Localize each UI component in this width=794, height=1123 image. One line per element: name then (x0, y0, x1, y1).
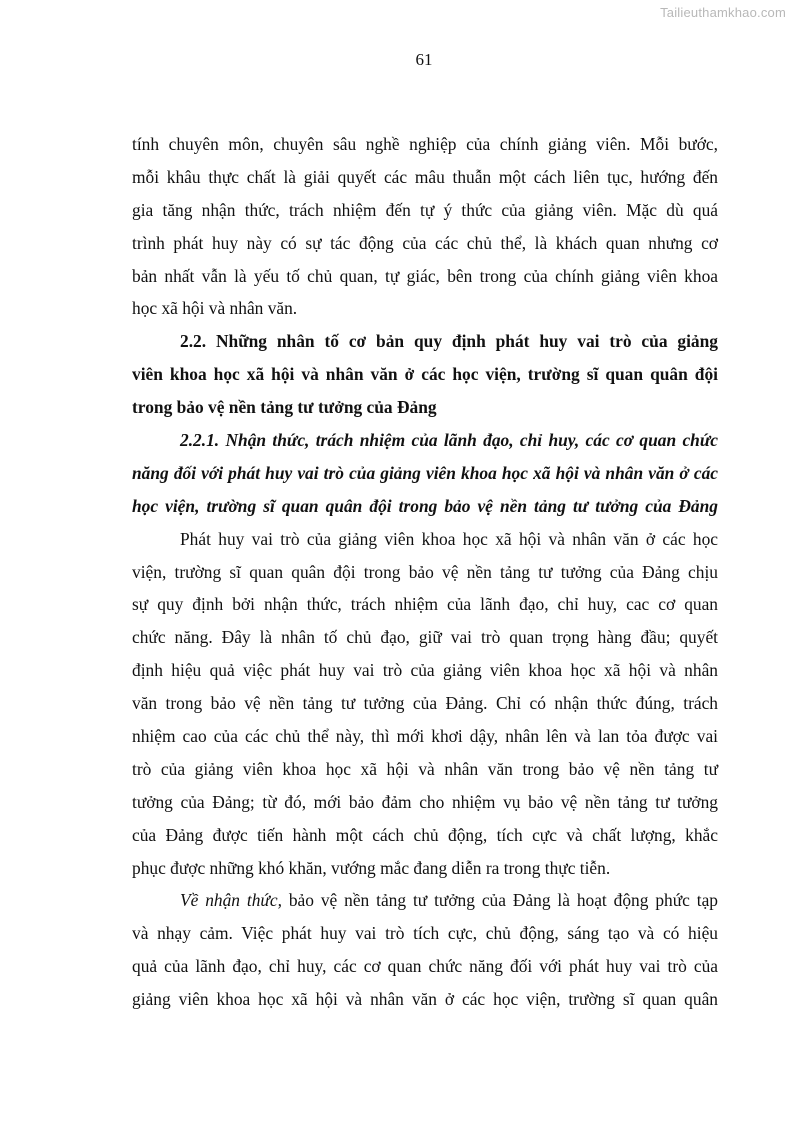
document-body (132, 128, 718, 1016)
text-line: học xã hội và nhân văn. (132, 298, 298, 319)
text-line: chức năng. Đây là nhân tố chủ đạo, giữ vai trò quan trọng hàng đầu; quyết (132, 627, 718, 648)
text-line: sự quy định bởi nhận thức, trách nhiệm của lãnh đạo, chỉ huy, cac cơ quan (132, 594, 718, 615)
text-line: định hiệu quả việc phát huy vai trò của giảng viên khoa học xã hội và nhân (132, 660, 718, 681)
text-line: bản nhất vẫn là yếu tố chủ quan, tự giác, bên trong của chính giảng viên khoa (132, 265, 718, 286)
text-run: bảo vệ nền tảng tư tưởng của Đảng là hoạt động phức tạp (281, 890, 718, 911)
text-line: và nhạy cảm. Việc phát huy vai trò tích cực, chủ động, sáng tạo và có hiệu (132, 923, 718, 944)
text-line: tính chuyên môn, chuyên sâu nghề nghiệp của chính giảng viên. Mỗi bước, (132, 134, 718, 154)
text-line: trình phát huy này có sự tác động của các chủ thể, là khách quan nhưng cơ (132, 232, 718, 253)
subheading-line: năng đối với phát huy vai trò của giảng viên khoa học xã hội và nhân văn ở các (132, 462, 718, 483)
text-line: nhiệm cao của các chủ thể này, thì mới khơi dậy, nhân lên và lan tỏa được vai (132, 726, 718, 747)
paragraph-continuation (132, 128, 718, 325)
subheading-line: học viện, trường sĩ quan quân đội trong bảo vệ nền tảng tư tưởng của Đảng (132, 495, 718, 516)
text-line: tưởng của Đảng; từ đó, mới bảo đảm cho nhiệm vụ bảo vệ nền tảng tư tưởng (132, 791, 718, 812)
text-line: Phát huy vai trò của giảng viên khoa học xã hội và nhân văn ở các học (180, 528, 718, 549)
heading-line: trong bảo vệ nền tảng tư tưởng của Đảng (132, 397, 437, 418)
text-line: của Đảng được tiến hành một cách chủ động, tích cực và chất lượng, khắc (132, 824, 718, 845)
heading-line: viên khoa học xã hội và nhân văn ở các học viện, trường sĩ quan quân đội (132, 364, 718, 385)
paragraph-awareness (132, 884, 718, 1016)
heading-line: 2.2. Những nhân tố cơ bản quy định phát huy vai trò của giảng (180, 331, 718, 352)
text-line: gia tăng nhận thức, trách nhiệm đến tự ý thức của giảng viên. Mặc dù quá (132, 199, 718, 220)
text-line: giảng viên khoa học xã hội và nhân văn ở các học viện, trường sĩ quan quân (132, 989, 718, 1010)
text-line: văn trong bảo vệ nền tảng tư tưởng của Đảng. Chỉ có nhận thức đúng, trách (132, 693, 718, 714)
page-number: 61 (415, 50, 433, 69)
watermark-text: Tailieuthamkhao.com (660, 5, 786, 20)
text-line: phục được những khó khăn, vướng mắc đang diễn ra trong thực tiễn. (132, 857, 611, 878)
subsection-heading-2-2-1 (132, 424, 718, 523)
italic-lead: Về nhận thức, (180, 890, 282, 911)
text-line: mỗi khâu thực chất là giải quyết các mâu thuẫn một cách liên tục, hướng đến (132, 166, 718, 187)
text-line (132, 884, 718, 917)
text-line: viện, trường sĩ quan quân đội trong bảo vệ nền tảng tư tưởng của Đảng chịu (132, 561, 718, 582)
section-heading-2-2 (132, 325, 718, 424)
text-line: trò của giảng viên khoa học xã hội và nhân văn trong bảo vệ nền tảng tư (132, 758, 718, 779)
subheading-line: 2.2.1. Nhận thức, trách nhiệm của lãnh đạo, chỉ huy, các cơ quan chức (180, 430, 718, 451)
text-line: quả của lãnh đạo, chỉ huy, các cơ quan chức năng đối với phát huy vai trò của (132, 956, 718, 977)
paragraph-role-promotion (132, 523, 718, 885)
